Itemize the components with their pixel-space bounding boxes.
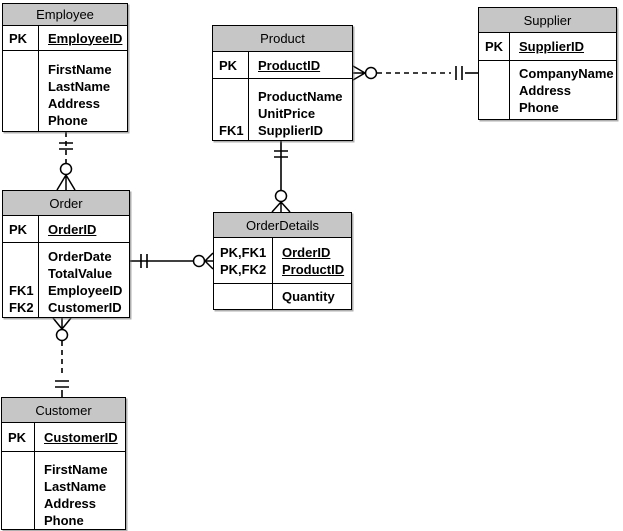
relationship-employee-order bbox=[57, 132, 75, 190]
pk-attribute: ProductID bbox=[282, 261, 345, 277]
entity-customer-title: Customer bbox=[2, 398, 125, 423]
attribute: OrderDate bbox=[48, 249, 112, 264]
pk-attribute: OrderID bbox=[48, 221, 97, 237]
attribute: Phone bbox=[44, 513, 84, 528]
fk-label bbox=[8, 495, 34, 512]
fk-label bbox=[8, 461, 34, 478]
entity-customer bbox=[1, 397, 126, 530]
pk-attribute: OrderID bbox=[282, 244, 331, 260]
fk-label bbox=[9, 248, 38, 265]
entity-employee-title: Employee bbox=[3, 4, 127, 26]
pk-label: PK bbox=[8, 429, 27, 445]
attribute: Address bbox=[44, 496, 97, 511]
relationship-product-orderdetails bbox=[272, 141, 290, 212]
attribute: EmployeeID bbox=[48, 283, 123, 298]
fk-label bbox=[219, 105, 248, 122]
pk-label: PK,FK1 bbox=[220, 244, 267, 260]
pk-label: PK bbox=[219, 57, 238, 73]
entity-supplier bbox=[478, 7, 617, 120]
attribute: Address bbox=[48, 96, 101, 111]
attribute: LastName bbox=[48, 79, 111, 94]
entity-product-title: Product bbox=[213, 26, 352, 52]
pk-attribute: ProductID bbox=[258, 57, 321, 73]
pk-label: PK bbox=[9, 221, 28, 237]
relationship-customer-order bbox=[53, 318, 71, 397]
fk-label bbox=[485, 99, 509, 116]
entity-order bbox=[2, 190, 130, 318]
attribute: Phone bbox=[519, 100, 559, 115]
fk-label: FK1 bbox=[9, 283, 34, 298]
entity-supplier-title: Supplier bbox=[479, 8, 616, 33]
attribute: CompanyName bbox=[519, 66, 614, 81]
attribute: LastName bbox=[44, 479, 107, 494]
attribute: SupplierID bbox=[258, 123, 324, 138]
attribute: UnitPrice bbox=[258, 106, 316, 121]
fk-label bbox=[9, 61, 38, 78]
fk-label bbox=[9, 112, 38, 129]
fk-label bbox=[9, 265, 38, 282]
fk-label bbox=[485, 82, 509, 99]
entity-employee bbox=[2, 3, 128, 132]
fk-label: FK1 bbox=[219, 123, 244, 138]
pk-attribute: EmployeeID bbox=[48, 30, 123, 46]
pk-attribute: SupplierID bbox=[519, 39, 585, 54]
entity-orderdetails-title: OrderDetails bbox=[214, 213, 351, 238]
attribute: FirstName bbox=[48, 62, 112, 77]
attribute: CustomerID bbox=[48, 300, 122, 315]
fk-label bbox=[8, 478, 34, 495]
pk-label: PK bbox=[485, 39, 504, 54]
attribute: TotalValue bbox=[48, 266, 113, 281]
pk-attribute: CustomerID bbox=[44, 429, 118, 445]
attribute: ProductName bbox=[258, 89, 343, 104]
relationship-order-orderdetails bbox=[130, 253, 213, 269]
entity-orderdetails bbox=[213, 212, 352, 310]
fk-label bbox=[219, 88, 248, 105]
fk-label bbox=[220, 288, 272, 305]
fk-label bbox=[9, 95, 38, 112]
fk-label: FK2 bbox=[9, 300, 34, 315]
attribute: Quantity bbox=[282, 289, 335, 304]
pk-label: PK,FK2 bbox=[220, 261, 267, 277]
entity-order-title: Order bbox=[3, 191, 129, 216]
fk-label bbox=[485, 65, 509, 82]
relationship-supplier-product bbox=[353, 66, 478, 80]
attribute: Phone bbox=[48, 113, 88, 128]
attribute: FirstName bbox=[44, 462, 108, 477]
entity-product bbox=[212, 25, 353, 141]
fk-label bbox=[9, 78, 38, 95]
attribute: Address bbox=[519, 83, 572, 98]
fk-label bbox=[8, 512, 34, 529]
pk-label: PK bbox=[9, 30, 28, 46]
